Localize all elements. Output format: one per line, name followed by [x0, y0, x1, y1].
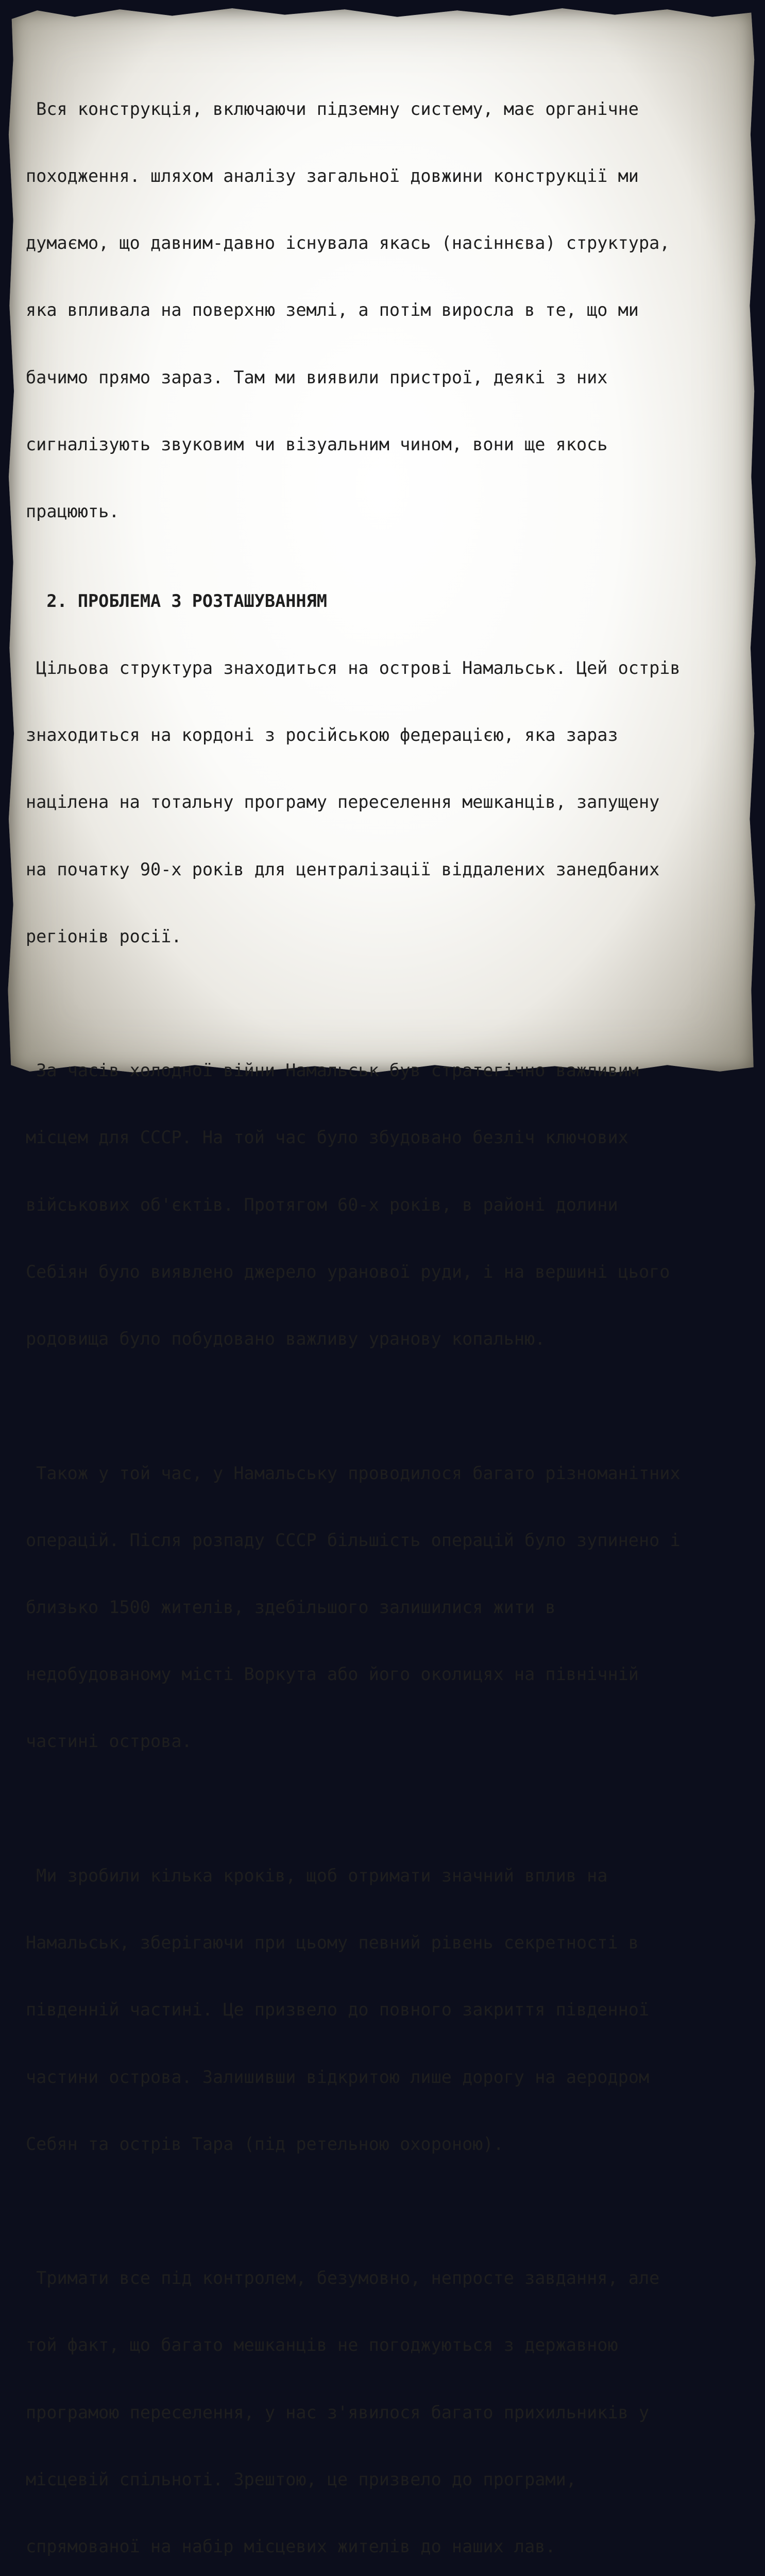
text-line: програмою переселення, у нас з'явилося багато прихильників у	[26, 2402, 650, 2422]
text-line: Себіян було виявлено джерело уранової руди, і на вершині цього	[26, 1261, 670, 1282]
text-line: націлена на тотальну програму переселення мешканців, запущену	[26, 792, 660, 812]
text-line: частині острова.	[26, 1731, 192, 1752]
text-line: думаємо, що давним-давно існувала якась (насіннєва) структура,	[26, 233, 670, 253]
section-2-paragraph-1	[26, 612, 747, 992]
document-body	[26, 53, 747, 2576]
text-line: знаходиться на кордоні з російською федерацією, яка зараз	[26, 725, 618, 745]
section-2-paragraph-4	[26, 1820, 747, 2200]
text-line: сигналізують звуковим чи візуальним чином, вони ще якось	[26, 434, 608, 454]
text-line: південній частині. Це призвело до повного закриття південної	[26, 1999, 650, 2020]
text-line: бачимо прямо зараз. Там ми виявили пристрої, деякі з них	[26, 367, 608, 387]
intro-paragraph	[26, 53, 747, 567]
text-line: на початку 90-х років для централізації віддалених занедбаних	[26, 859, 660, 879]
text-line: Тримати все під контролем, безумовно, непросте завдання, але	[26, 2268, 660, 2289]
text-line: Себян та острів Тара (під ретельною охороною).	[26, 2133, 504, 2154]
text-line: регіонів росії.	[26, 926, 182, 946]
text-line: місцевій спільноті. Зрештою, це призвело до програми,	[26, 2469, 576, 2489]
text-line: Також у той час, у Намальську проводилося багато різноманітних	[26, 1463, 681, 1483]
text-line: частини острова. Залишивши відкритою лише дорогу на аеродром	[26, 2066, 650, 2087]
text-line: недобудованому місті Воркута або його околицях на північній	[26, 1664, 639, 1685]
text-line: працюють.	[26, 501, 120, 522]
text-line: близько 1500 жителів, здебільшого залишилися жити в	[26, 1597, 556, 1617]
section-2-paragraph-2	[26, 1014, 747, 1395]
text-line: місцем для СССР. На той час було збудовано безліч ключових	[26, 1127, 628, 1148]
text-line: яка впливала на поверхню землі, а потім виросла в те, що ми	[26, 300, 639, 320]
text-line: Цільова структура знаходиться на острові Намальськ. Цей острів	[26, 657, 681, 678]
text-line: походження. шляхом аналізу загальної довжини конструкції ми	[26, 166, 639, 187]
text-line: Намальськ, зберігаючи при цьому певний рівень секретності в	[26, 1933, 639, 1953]
text-line: операцій. Після розпаду СССР більшість операцій було зупинено і	[26, 1530, 681, 1550]
text-line: За часів холодної війни Намальськ був стратегічно важливим	[26, 1060, 639, 1081]
section-2-paragraph-3	[26, 1417, 747, 1798]
text-line: родовища було побудовано важливу уранову копальню.	[26, 1329, 546, 1349]
text-line: спрямованої на набір місцевих жителів до наших лав.	[26, 2536, 556, 2557]
text-line: той факт, що багато мешканців не погоджуються з державною	[26, 2335, 618, 2355]
section-2-paragraph-5	[26, 2222, 747, 2576]
section-2-heading: 2. ПРОБЛЕМА З РОЗТАШУВАННЯМ	[26, 590, 327, 611]
text-line: військових об'єктів. Протягом 60-х років, в районі долини	[26, 1194, 618, 1215]
text-line: Ми зробили кілька кроків, щоб отримати значний вплив на	[26, 1865, 608, 1886]
text-line: Вся конструкція, включаючи підземну систему, має органічне	[26, 98, 639, 119]
